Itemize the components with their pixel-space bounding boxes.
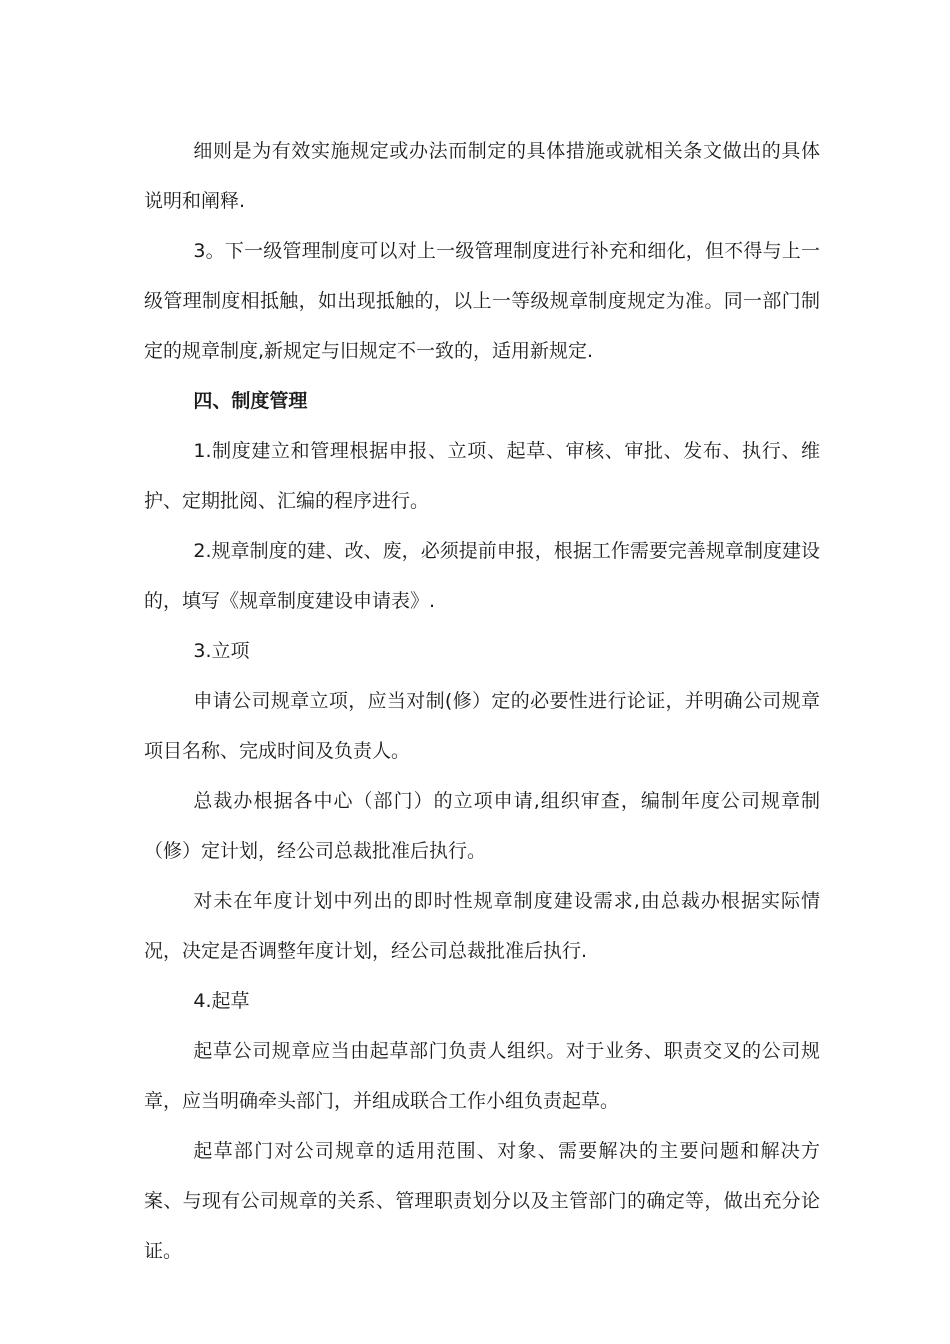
document-body [144, 126, 820, 1276]
paragraph-hierarchy-rule: 3。下一级管理制度可以对上一级管理制度进行补充和细化，但不得与上一级管理制度相抵触，如出现抵触的，以上一等级规章制度规定为准。同一部门制定的规章制度,新规定与旧规定不一致的，适用新规定. [144, 240, 820, 362]
subheading-project-approval: 3.立项 [193, 640, 250, 662]
paragraph-drafting-demonstration: 起草部门对公司规章的适用范围、对象、需要解决的主要问题和解决方案、与现有公司规章的关系、管理职责划分以及主管部门的确定等，做出充分论证。 [144, 1140, 820, 1262]
paragraph-application: 2.规章制度的建、改、废，必须提前申报，根据工作需要完善规章制度建设的，填写《规章制度建设申请表》. [144, 540, 820, 612]
paragraph-ad-hoc-needs: 对未在年度计划中列出的即时性规章制度建设需求,由总裁办根据实际情况，决定是否调整年度计划，经公司总裁批准后执行. [144, 890, 820, 962]
paragraph-drafting-organization: 起草公司规章应当由起草部门负责人组织。对于业务、职责交叉的公司规章，应当明确牵头部门，并组成联合工作小组负责起草。 [144, 1040, 820, 1112]
paragraph-approval-application: 申请公司规章立项，应当对制(修）定的必要性进行论证，并明确公司规章项目名称、完成时间及负责人。 [144, 690, 820, 762]
paragraph-annual-plan: 总裁办根据各中心（部门）的立项申请,组织审查，编制年度公司规章制（修）定计划，经公司总裁批准后执行。 [144, 790, 820, 862]
subheading-drafting: 4.起草 [193, 990, 250, 1012]
section-heading-system-management: 四、制度管理 [193, 390, 308, 412]
paragraph-procedure: 1.制度建立和管理根据申报、立项、起草、审核、审批、发布、执行、维护、定期批阅、汇编的程序进行。 [144, 440, 820, 512]
paragraph-rules-definition: 细则是为有效实施规定或办法而制定的具体措施或就相关条文做出的具体说明和阐释. [144, 140, 820, 212]
